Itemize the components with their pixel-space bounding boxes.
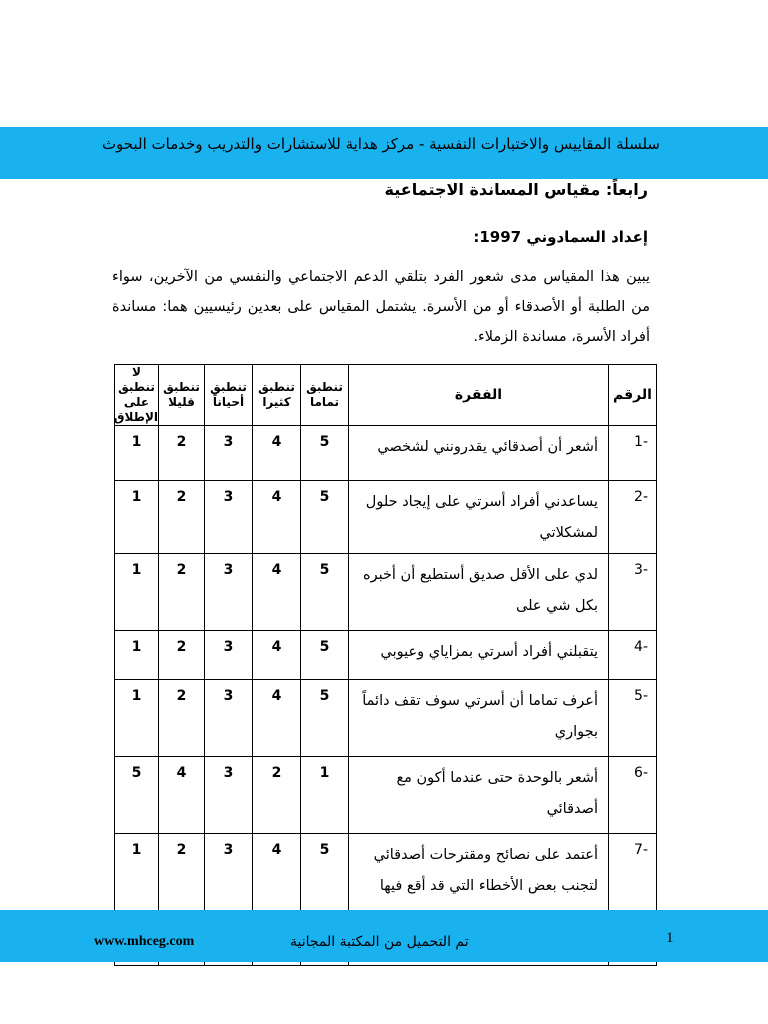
row-value-always: 5: [301, 631, 349, 680]
row-value-always: 5: [301, 481, 349, 554]
row-value-never: 1: [115, 680, 159, 757]
row-value-never: 1: [115, 426, 159, 481]
row-value-sometimes: 3: [205, 554, 253, 631]
row-value-sometimes: 3: [205, 426, 253, 481]
row-item-text: يتقبلني أفراد أسرتي بمزاياي وعيوبي: [349, 631, 609, 680]
row-value-often: 4: [253, 834, 301, 911]
table-row: [115, 554, 657, 631]
page-number: 1: [666, 930, 674, 946]
row-number: -3: [609, 554, 657, 631]
row-value-always: 5: [301, 834, 349, 911]
table-header-row: [115, 365, 657, 426]
row-value-often: 4: [253, 680, 301, 757]
table-row: [115, 631, 657, 680]
row-value-sometimes: 3: [205, 834, 253, 911]
header-band: [0, 127, 768, 179]
row-value-always: 1: [301, 757, 349, 834]
table-row: [115, 680, 657, 757]
row-number: -1: [609, 426, 657, 481]
author-line: إعداد السمادوني 1997:: [473, 228, 648, 246]
row-value-rarely: 2: [159, 481, 205, 554]
row-value-never: 1: [115, 481, 159, 554]
row-number: -4: [609, 631, 657, 680]
row-item-text: لدي على الأقل صديق أستطيع أن أخبره بكل شي على: [349, 554, 609, 631]
row-number: -7: [609, 834, 657, 911]
row-value-often: 4: [253, 481, 301, 554]
row-value-rarely: 4: [159, 757, 205, 834]
footer-band: [0, 910, 768, 962]
row-value-never: 1: [115, 554, 159, 631]
row-value-rarely: 2: [159, 426, 205, 481]
row-item-text: أعرف تماما أن أسرتي سوف تقف دائماً بجواري: [349, 680, 609, 757]
header-often: تنطبق كثيرا: [253, 365, 301, 426]
table-row: [115, 426, 657, 481]
header-number: الرقم: [609, 365, 657, 426]
table-row: [115, 481, 657, 554]
header-rarely: تنطبق قليلا: [159, 365, 205, 426]
row-value-rarely: 2: [159, 680, 205, 757]
intro-paragraph: يبين هذا المقياس مدى شعور الفرد بتلقي الدعم الاجتماعي والنفسي من الآخرين، سواء من الطلبة أو الأصدقاء أو من الأسرة. يشتمل المقياس على بعدين رئيسيين هما: مساندة أفراد الأسرة، مساندة الزملاء.: [112, 269, 650, 345]
row-value-sometimes: 3: [205, 757, 253, 834]
header-never: لا تنطبق على الإطلاق: [113, 365, 158, 424]
footer-caption: تم التحميل من المكتبة المجانية: [290, 934, 469, 950]
row-value-rarely: 2: [159, 554, 205, 631]
row-item-text: أعتمد على نصائح ومقترحات أصدقائي لتجنب بعض الأخطاء التي قد أقع فيها: [349, 834, 609, 911]
row-value-always: 5: [301, 680, 349, 757]
scale-table: [114, 364, 657, 966]
row-value-sometimes: 3: [205, 481, 253, 554]
row-value-often: 2: [253, 757, 301, 834]
header-always: تنطبق تماما: [301, 365, 349, 426]
row-number: -6: [609, 757, 657, 834]
row-item-text: أشعر أن أصدقائي يقدرونني لشخصي: [349, 426, 609, 481]
row-value-never: 1: [115, 834, 159, 911]
row-number: -2: [609, 481, 657, 554]
row-value-rarely: 2: [159, 834, 205, 911]
row-value-never: 1: [115, 631, 159, 680]
row-item-text: يساعدني أفراد أسرتي على إيجاد حلول لمشكلاتي: [349, 481, 609, 554]
row-value-rarely: 2: [159, 631, 205, 680]
header-item: الفقرة: [349, 365, 609, 426]
row-number: -5: [609, 680, 657, 757]
series-header-title: سلسلة المقاييس والاختبارات النفسية - مركز هداية للاستشارات والتدريب وخدمات البحوث: [101, 135, 660, 153]
row-value-always: 5: [301, 426, 349, 481]
row-value-always: 5: [301, 554, 349, 631]
header-sometimes: تنطبق أحياناً: [205, 365, 253, 426]
row-value-often: 4: [253, 631, 301, 680]
row-item-text: أشعر بالوحدة حتى عندما أكون مع أصدقائي: [349, 757, 609, 834]
footer-url-link[interactable]: www.mhceg.com: [94, 934, 195, 949]
row-value-often: 4: [253, 426, 301, 481]
row-value-never: 5: [115, 757, 159, 834]
row-value-often: 4: [253, 554, 301, 631]
row-value-sometimes: 3: [205, 680, 253, 757]
table-row: [115, 757, 657, 834]
row-value-sometimes: 3: [205, 631, 253, 680]
section-title: رابعاً: مقياس المساندة الاجتماعية: [384, 180, 648, 199]
table-row: [115, 834, 657, 911]
